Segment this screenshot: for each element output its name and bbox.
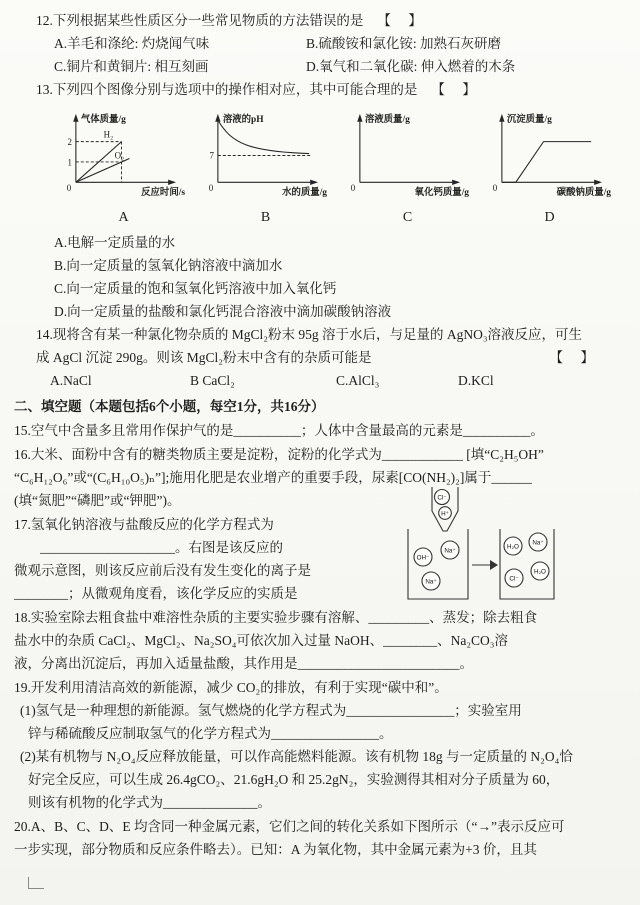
q16-line-3: (填“氮肥”“磷肥”或“钾肥”)。 xyxy=(14,493,181,508)
ph-curve xyxy=(219,122,309,154)
reaction-arrow-head xyxy=(490,560,498,570)
q13-graphs xyxy=(60,108,626,229)
question-20 xyxy=(14,815,626,861)
q12-option-a: A.羊毛和涤纶: 灼烧闻气味 xyxy=(54,36,210,51)
q13-stem-line xyxy=(36,78,626,101)
q13-option-b: B.向一定质量的氢氧化钠溶液中滴加水 xyxy=(54,258,283,273)
q17-line-2: ____________________。右图是该反应的 xyxy=(40,540,283,555)
o2-label: O₂ xyxy=(114,150,125,161)
graph-d-plot xyxy=(486,108,613,205)
graph-a-letter: A xyxy=(118,210,129,225)
q17-line-1: 17.氢氧化钠溶液与盐酸反应的化学方程式为 xyxy=(14,517,274,532)
q13-stem: 13.下列四个图像分别与选项中的操作相对应，其中可能合理的是 xyxy=(36,82,418,97)
graph-a-tick-2: 2 xyxy=(67,137,72,148)
dropper-ion-1: Cl⁻ xyxy=(437,494,447,502)
q14-line-2 xyxy=(36,346,626,369)
right-ion-3: H₂O xyxy=(534,568,546,576)
section-2-title: 二、填空题（本题包括6个小题，每空1分，共16分） xyxy=(14,399,325,414)
graph-a-xlabel: 反应时间/s xyxy=(141,188,186,199)
q12-option-d: D.氧气和二氧化碳: 伸入燃着的木条 xyxy=(306,59,516,74)
graph-d-xlabel: 碳酸钠质量/g xyxy=(556,188,612,199)
q18-line-3: 液，分离出沉淀后，再加入适量盐酸，其作用是________________________。 xyxy=(14,656,473,671)
graph-d-ylabel: 沉淀质量/g xyxy=(506,114,552,125)
graph-c-xlabel: 氧化钙质量/g xyxy=(414,188,470,199)
q13-options xyxy=(54,231,626,323)
q13-option-a: A.电解一定质量的水 xyxy=(54,235,176,250)
graph-b-xlabel: 水的质量/g xyxy=(282,188,328,199)
q12-option-b: B.硫酸铵和氯化铵: 加熟石灰研磨 xyxy=(306,36,502,51)
right-ion-1: H₂O xyxy=(507,543,519,551)
graph-b-ylabel: 溶液的pH xyxy=(222,114,264,125)
graph-b-plot xyxy=(202,108,329,205)
left-ion-3: Na⁺ xyxy=(425,578,437,586)
graph-b-tick-7: 7 xyxy=(209,150,214,161)
graph-d xyxy=(486,108,613,229)
dropper-ion-2: H⁺ xyxy=(441,510,449,518)
question-13 xyxy=(36,78,626,323)
q12-options xyxy=(54,32,626,78)
q14-option-d: D.KCl xyxy=(458,373,494,388)
right-ion-4: Cl⁻ xyxy=(509,575,519,583)
q19-line-1: 19.开发利用清洁高效的新能源，减少 CO₂的排放，有利于实现“碳中和”。 xyxy=(14,680,448,695)
reaction-micro-diagram xyxy=(398,483,558,611)
q14-option-b: B CaCl₂ xyxy=(190,373,235,388)
graph-a-ylabel: 气体质量/g xyxy=(80,114,126,125)
q19-line-3: 锌与稀硫酸反应制取氢气的化学方程式为________________。 xyxy=(28,726,393,741)
q20-line-1: 20.A、B、C、D、E 均含同一种金属元素，它们之间的转化关系如下图所示（“→”表示反应可 xyxy=(14,819,565,834)
graph-a-tick-1: 1 xyxy=(67,157,72,168)
q16-line-1: 16.大米、面粉中含有的糖类物质主要是淀粉，淀粉的化学式为____________ [填“C₂H₅OH” xyxy=(14,447,544,462)
graph-a-plot xyxy=(60,108,187,205)
question-14 xyxy=(36,323,626,392)
q16-line-2: “C₆H₁₂O₆”或“(C₆H₁₀O₅)ₙ”];施用化肥是农业增产的重要手段，尿素[CO(NH₂)₂]属于______ xyxy=(14,470,532,485)
q19-line-6: 则该有机物的化学式为______________。 xyxy=(28,795,271,810)
q15-line-1: 15.空气中含量多且常用作保护气的是__________；人体中含量最高的元素是__________。 xyxy=(14,423,544,438)
graph-c xyxy=(344,108,471,229)
q12-stem: 12.下列根据某些性质区分一些常见物质的方法错误的是 xyxy=(36,13,364,28)
q14-option-c: C.AlCl₃ xyxy=(336,373,380,388)
left-ion-2: Na⁺ xyxy=(444,547,456,555)
question-18 xyxy=(14,606,626,675)
q20-line-2: 一步实现，部分物质和反应条件略去）。已知：A 为氧化物，其中金属元素为+3 价，且其 xyxy=(14,842,537,857)
left-ion-1: OH⁻ xyxy=(416,554,430,562)
q12-option-c: C.铜片和黄铜片: 相互刻画 xyxy=(54,59,209,74)
precipitate-curve xyxy=(502,142,591,183)
graph-b xyxy=(202,108,329,229)
q19-line-5: 好完全反应，可以生成 26.4gCO₂、21.6gH₂O 和 25.2gN₂，实验测得其相对分子质量为 60， xyxy=(28,772,560,787)
q14-options xyxy=(50,369,626,392)
graph-d-letter: D xyxy=(544,210,555,225)
q19-line-2: (1)氢气是一种理想的新能源。氢气燃烧的化学方程式为________________；实验室用 xyxy=(20,703,522,718)
graph-c-plot xyxy=(344,108,471,205)
scan-corner-mark xyxy=(28,877,44,889)
graph-c-ylabel: 溶液质量/g xyxy=(364,114,410,125)
q18-line-2: 盐水中的杂质 CaCl₂、MgCl₂、Na₂SO₄可依次加入过量 NaOH、________、Na₂CO₃溶 xyxy=(14,633,508,648)
question-19 xyxy=(14,676,626,814)
question-12 xyxy=(36,9,626,78)
q13-option-c: C.向一定质量的饱和氢氧化钙溶液中加入氧化钙 xyxy=(54,281,337,296)
h2-label: H₂ xyxy=(103,129,114,140)
q19-line-4: (2)某有机物与 N₂O₄反应释放能量，可以作高能燃料能源。该有机物 18g 与一定质量的 N₂O₄恰 xyxy=(20,749,573,764)
q13-option-d: D.向一定质量的盐酸和氯化钙混合溶液中滴加碳酸钠溶液 xyxy=(54,304,392,319)
q17-line-3: 微观示意图，则该反应前后没有发生变化的离子是 xyxy=(14,563,311,578)
graph-c-origin: 0 xyxy=(350,183,356,194)
q14-line-1: 14.现将含有某一种氯化物杂质的 MgCl₂粉末 95g 溶于水后，与足量的 AgNO₃溶液反应，可生 xyxy=(36,327,583,342)
graph-a xyxy=(60,108,187,229)
q14-answer-bracket: 【 】 xyxy=(549,350,596,365)
q12-stem-line xyxy=(36,9,626,32)
question-15 xyxy=(14,419,626,442)
q14-option-a: A.NaCl xyxy=(50,373,92,388)
q17-line-4: ________；从微观角度看，该化学反应的实质是 xyxy=(14,586,298,601)
q13-answer-bracket: 【 】 xyxy=(431,82,478,97)
q18-line-1: 18.实验室除去粗食盐中难溶性杂质的主要实验步骤有溶解、_________、蒸发；除去粗食 xyxy=(14,610,538,625)
graph-b-letter: B xyxy=(260,210,271,225)
graph-a-origin: 0 xyxy=(66,183,72,194)
right-ion-2: Na⁺ xyxy=(532,539,544,547)
q12-answer-bracket: 【 】 xyxy=(377,13,424,28)
graph-c-letter: C xyxy=(402,210,413,225)
q14-line-2-text: 成 AgCl 沉淀 290g。则该 MgCl₂粉末中含有的杂质可能是 xyxy=(36,350,372,365)
graph-d-origin: 0 xyxy=(492,183,498,194)
graph-b-origin: 0 xyxy=(208,183,214,194)
